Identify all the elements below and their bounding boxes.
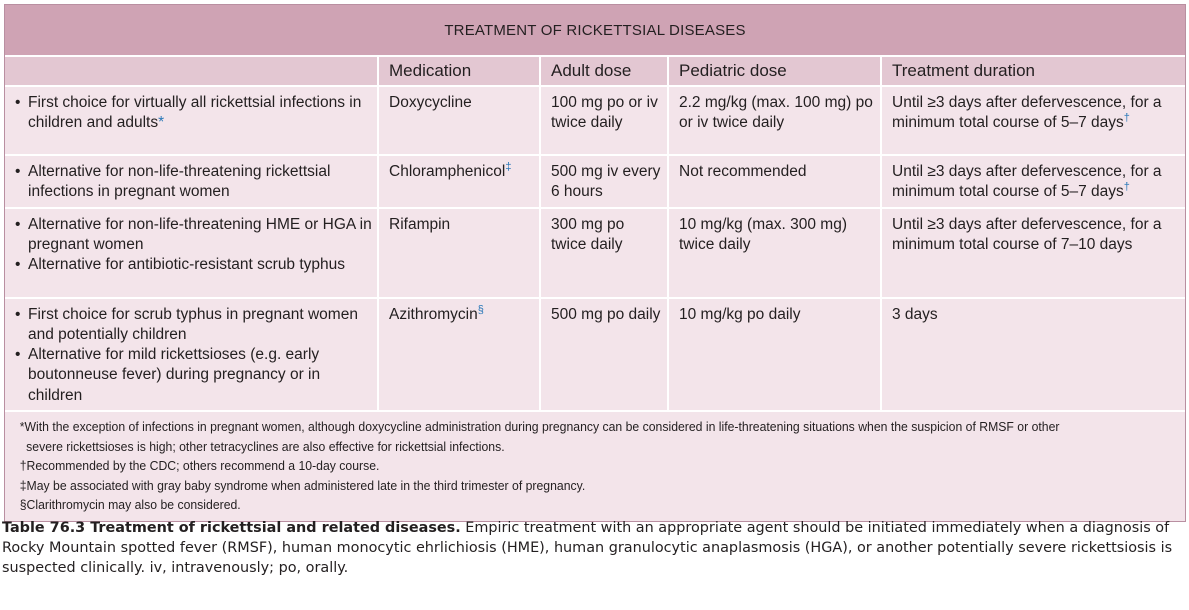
table-title: TREATMENT OF RICKETTSIAL DISEASES: [5, 5, 1185, 57]
medication-cell: Rifampin: [378, 208, 540, 298]
indication-item: • Alternative for antibiotic-resistant scrub typhus: [15, 255, 373, 275]
indication-cell: [5, 86, 378, 155]
footnote-mark-dagger: †: [1123, 181, 1130, 194]
table-row: [5, 86, 1185, 155]
footnote-mark-star: *: [158, 114, 165, 132]
caption-label: Table 76.3 Treatment of rickettsial and related diseases.: [2, 520, 461, 536]
treatment-table: [4, 4, 1186, 522]
pediatric-dose-cell: Not recommended: [668, 155, 881, 208]
table-caption: [2, 518, 1187, 578]
footnote-ddagger: ‡May be associated with gray baby syndrome when administered late in the third trimester of pregnancy.: [19, 477, 586, 493]
duration-cell: Until ≥3 days after defervescence, for a minimum total course of 5–7 days†: [881, 155, 1185, 208]
footnote-mark-section: §: [477, 303, 484, 316]
table-footnotes: [5, 412, 1151, 521]
pediatric-dose-cell: 2.2 mg/kg (max. 100 mg) po or iv twice daily: [668, 86, 881, 155]
adult-dose-cell: 300 mg po twice daily: [540, 208, 668, 298]
indication-cell: [5, 208, 378, 298]
pediatric-dose-cell: 10 mg/kg po daily: [668, 298, 881, 411]
footnote-star: *With the exception of infections in pregnant women, although doxycycline administration during pregnancy can be considered in life-threatening situations when the suspicion of RMSF or other: [19, 419, 1060, 435]
duration-cell: Until ≥3 days after defervescence, for a minimum total course of 7–10 days: [881, 208, 1185, 298]
medication-cell: Azithromycin§: [378, 298, 540, 411]
footnote-dagger: †Recommended by the CDC; others recommend a 10-day course.: [19, 458, 380, 474]
indication-item: • Alternative for non-life-threatening HME or HGA in pregnant women: [15, 215, 373, 256]
header-indication: [5, 57, 378, 86]
indication-cell: [5, 155, 378, 208]
header-adult-dose: Adult dose: [540, 57, 668, 86]
indication-item: • First choice for virtually all rickettsial infections in children and adults*: [15, 93, 373, 134]
pediatric-dose-cell: 10 mg/kg (max. 300 mg) twice daily: [668, 208, 881, 298]
medication-cell: Chloramphenicol‡: [378, 155, 540, 208]
indication-item: • Alternative for non-life-threatening rickettsial infections in pregnant women: [15, 162, 373, 203]
header-row: [5, 57, 1185, 86]
indication-cell: [5, 298, 378, 411]
adult-dose-cell: 500 mg po daily: [540, 298, 668, 411]
table-grid: [5, 57, 1185, 412]
header-pediatric-dose: Pediatric dose: [668, 57, 881, 86]
table-row: [5, 298, 1185, 411]
caption-text: Empiric treatment with an appropriate agent should be initiated immediately when a diagnosis of Rocky Mountain spotted fever (RMSF), human monocytic ehrlichiosis (HME), human granulocytic anaplasmosis (HGA), or another potentially severe rickettsiosis is suspected clinically. iv, intravenously; po, orally.: [2, 520, 1173, 576]
header-medication: Medication: [378, 57, 540, 86]
adult-dose-cell: 500 mg iv every 6 hours: [540, 155, 668, 208]
table-row: [5, 155, 1185, 208]
footnote-star-continued: severe rickettsioses is high; other tetracyclines are also effective for rickettsial infections.: [26, 438, 505, 454]
footnote-mark-dagger: †: [1123, 112, 1130, 125]
footnote-section: §Clarithromycin may also be considered.: [19, 497, 241, 513]
footnote-mark-ddagger: ‡: [505, 161, 512, 173]
adult-dose-cell: 100 mg po or iv twice daily: [540, 86, 668, 155]
medication-cell: Doxycycline: [378, 86, 540, 155]
header-treatment-duration: Treatment duration: [881, 57, 1185, 86]
indication-item: • Alternative for mild rickettsioses (e.g. early boutonneuse fever) during pregnancy or in children: [15, 345, 373, 406]
duration-cell: Until ≥3 days after defervescence, for a minimum total course of 5–7 days†: [881, 86, 1185, 155]
table-row: [5, 208, 1185, 298]
duration-cell: 3 days: [881, 298, 1185, 411]
indication-item: • First choice for scrub typhus in pregnant women and potentially children: [15, 305, 373, 346]
